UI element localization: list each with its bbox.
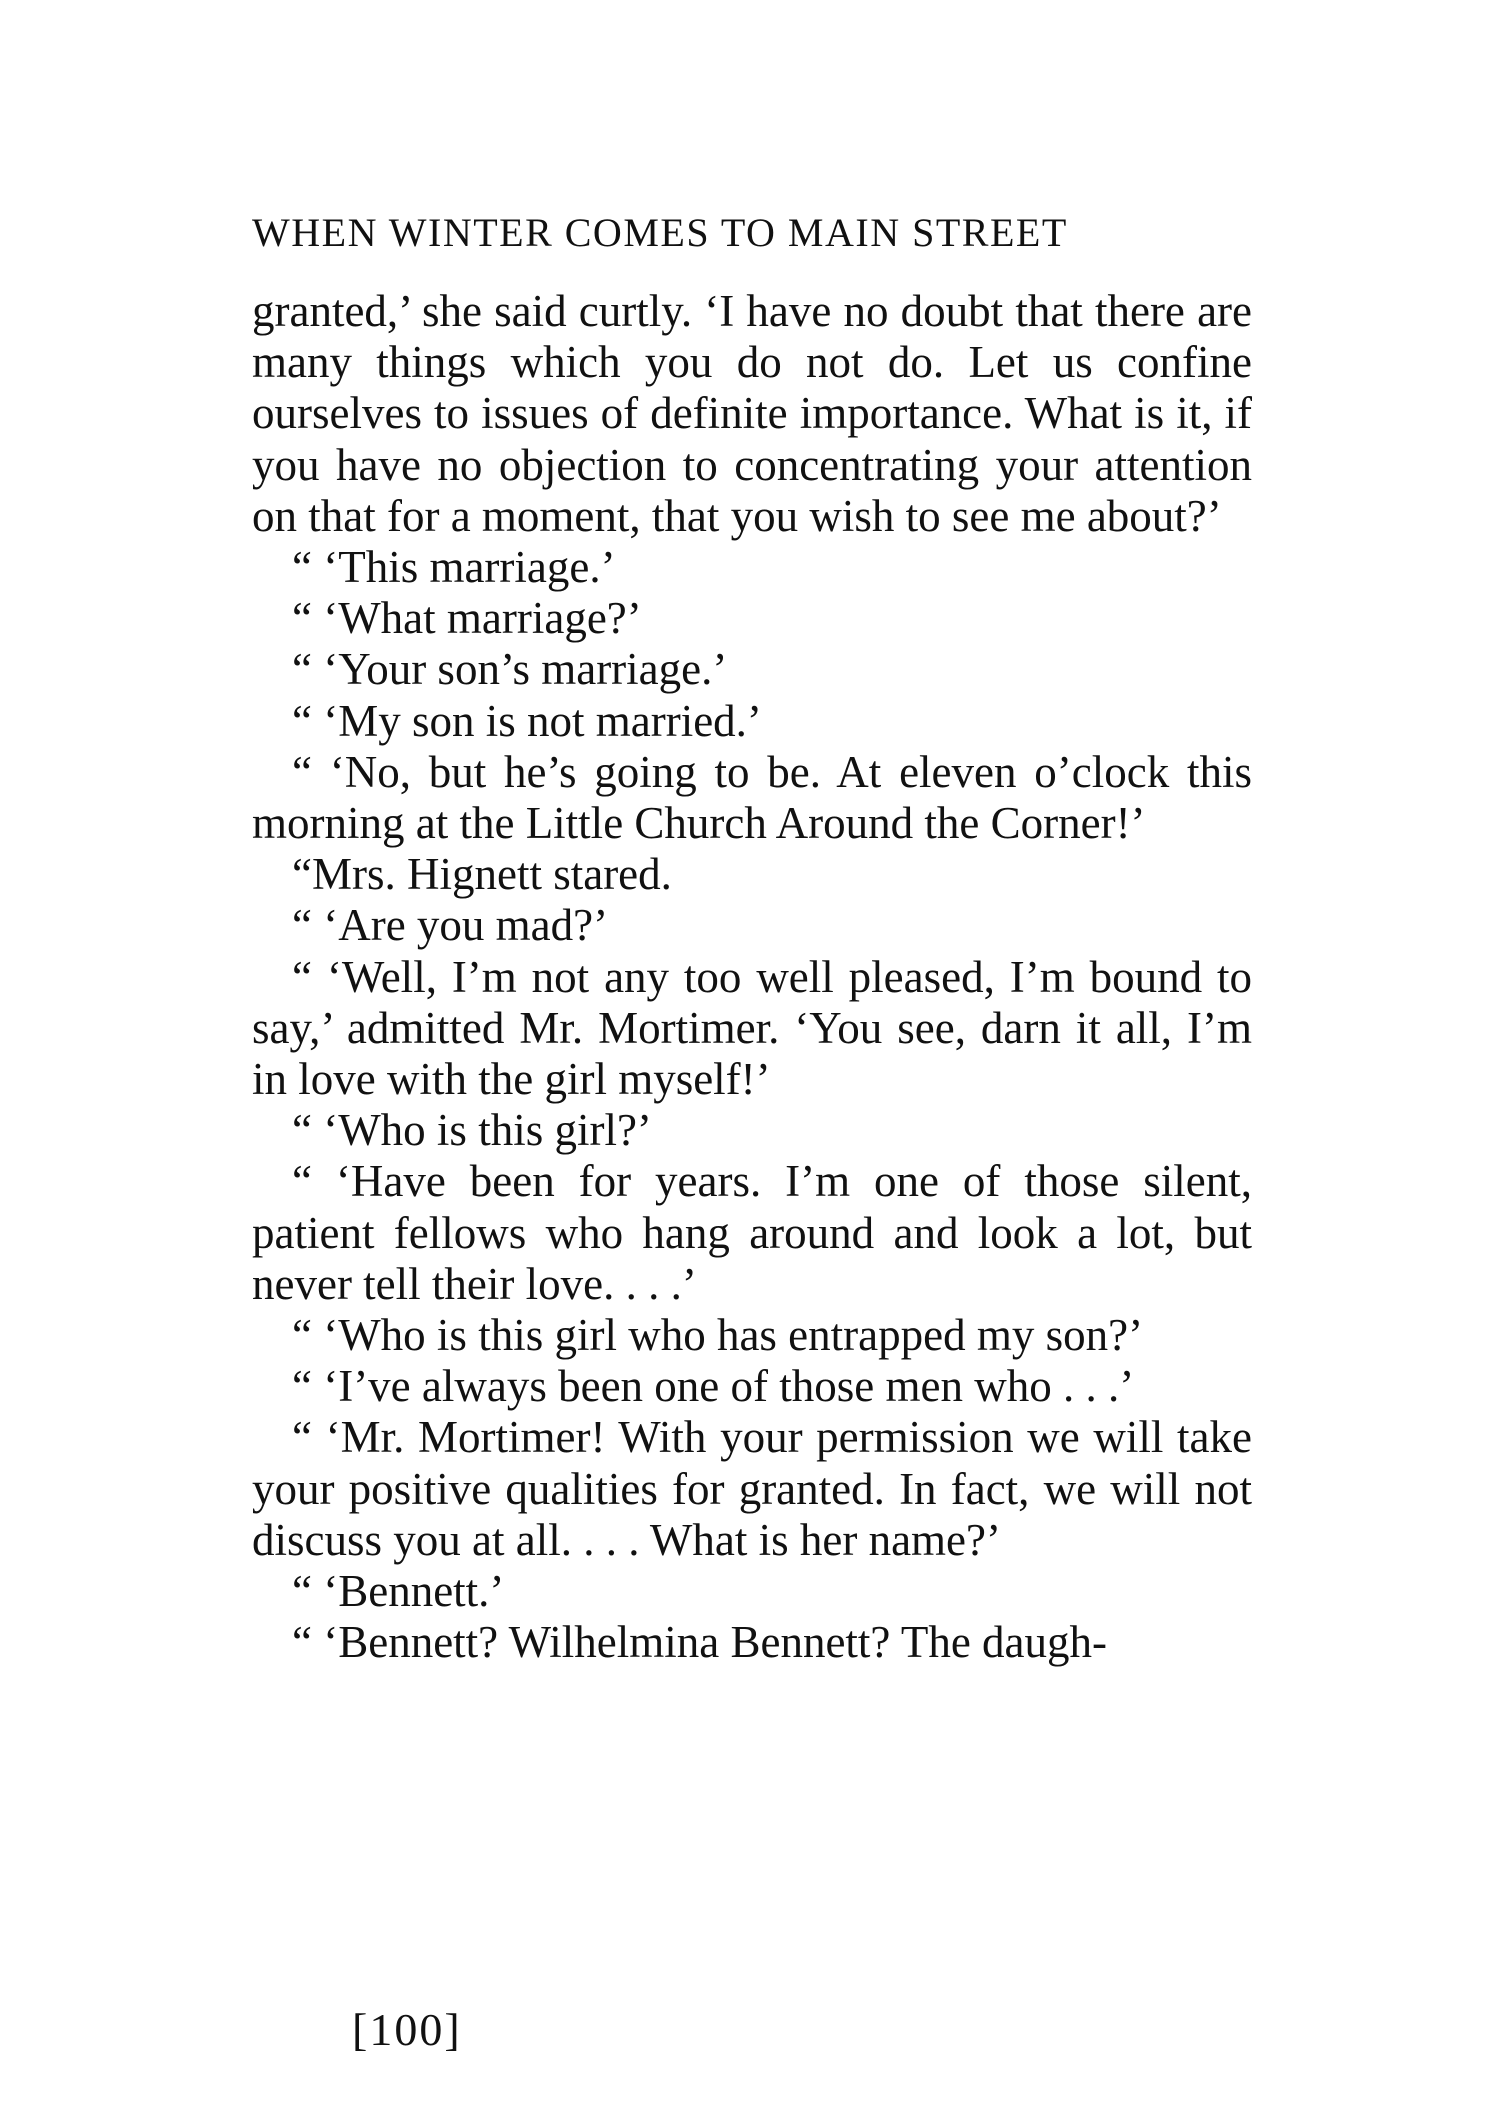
paragraph-8: “ ‘Are you mad?’ xyxy=(292,900,609,951)
body-text xyxy=(252,286,1252,1668)
paragraph-11: “ ‘Have been for years. I’m one of those silent, patient fellows who hang around and look a lot, but never tell their love. . . .’ xyxy=(252,1156,1252,1309)
paragraph-10: “ ‘Who is this girl?’ xyxy=(292,1105,652,1156)
paragraph-12: “ ‘Who is this girl who has entrapped my son?’ xyxy=(292,1310,1144,1361)
paragraph-16: “ ‘Bennett? Wilhelmina Bennett? The daugh- xyxy=(292,1617,1108,1668)
paragraph-15: “ ‘Bennett.’ xyxy=(292,1566,505,1617)
paragraph-9: “ ‘Well, I’m not any too well pleased, I’m bound to say,’ admitted Mr. Mortimer. ‘You see, darn it all, I’m in love with the girl myself!’ xyxy=(252,951,1252,1105)
paragraph-14: “ ‘Mr. Mortimer! With your permission we will take your positive qualities for granted. In fact, we will not discuss you at all. . . . What is her name?’ xyxy=(252,1412,1252,1565)
paragraph-5: “ ‘My son is not married.’ xyxy=(292,695,762,746)
paragraph-6: “ ‘No, but he’s going to be. At eleven o’clock this morning at the Little Church Around the Corner!’ xyxy=(252,746,1252,849)
paragraph-7: “Mrs. Hignett stared. xyxy=(292,849,672,900)
running-head: WHEN WINTER COMES TO MAIN STREET xyxy=(252,210,1068,255)
paragraph-2: “ ‘This marriage.’ xyxy=(292,542,616,593)
paragraph-1: granted,’ she said curtly. ‘I have no doubt that there are many things which you do not do. Let us confine ourselves to issues of definite importance. What is it, if you have no objection to concentrating your attention on that for a moment, that you wish to see me about?’ xyxy=(252,286,1252,541)
paragraph-13: “ ‘I’ve always been one of those men who . . .’ xyxy=(292,1361,1135,1412)
paragraph-4: “ ‘Your son’s marriage.’ xyxy=(292,644,728,695)
paragraph-3: “ ‘What marriage?’ xyxy=(292,593,642,644)
page-number: [100] xyxy=(352,2004,462,2055)
